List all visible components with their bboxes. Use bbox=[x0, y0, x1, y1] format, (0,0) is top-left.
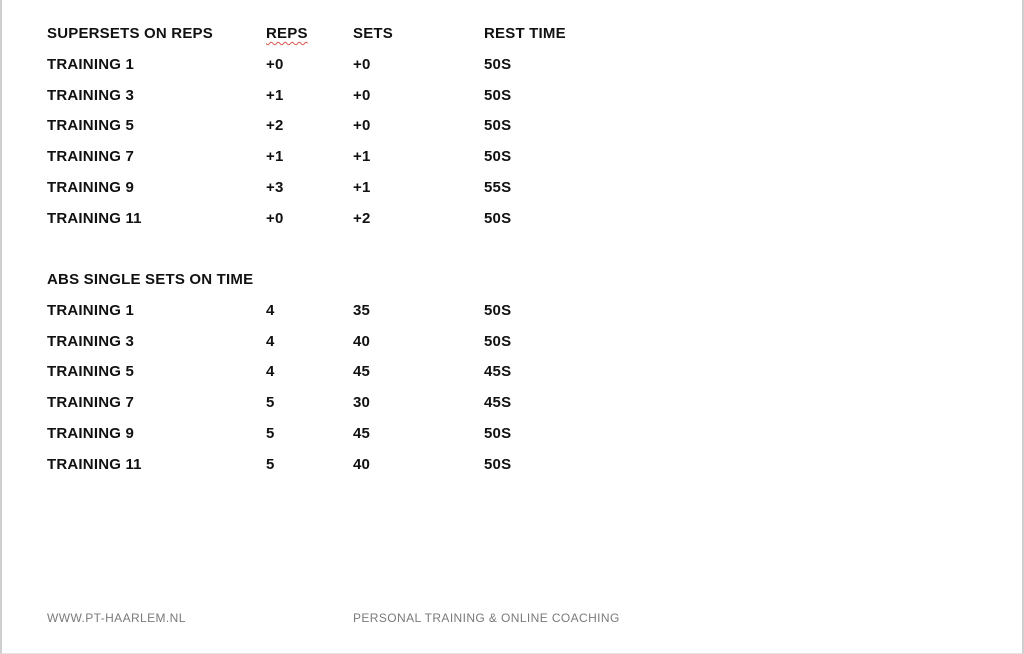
rest-time-value: 50S bbox=[484, 424, 512, 442]
rest-time-value: 45S bbox=[484, 394, 512, 412]
reps-value: +0 bbox=[266, 55, 284, 73]
sets-value: +0 bbox=[353, 55, 371, 73]
sets-value: 35 bbox=[353, 301, 371, 319]
rest-time-value: 45S bbox=[484, 363, 512, 381]
reps-value: 4 bbox=[266, 332, 275, 350]
training-label: TRAINING 9 bbox=[47, 178, 135, 196]
sets-value: +1 bbox=[353, 178, 371, 196]
reps-value: 5 bbox=[266, 455, 275, 473]
reps-value: +1 bbox=[266, 86, 284, 104]
training-label: TRAINING 3 bbox=[47, 86, 135, 104]
reps-value: +0 bbox=[266, 209, 284, 227]
rest-time-value: 50S bbox=[484, 86, 512, 104]
reps-value: 4 bbox=[266, 363, 275, 381]
sets-value: 30 bbox=[353, 394, 371, 412]
reps-value: 5 bbox=[266, 424, 275, 442]
reps-value: +3 bbox=[266, 178, 284, 196]
reps-value: +2 bbox=[266, 117, 284, 135]
training-label: TRAINING 1 bbox=[47, 301, 135, 319]
training-label: TRAINING 5 bbox=[47, 117, 135, 135]
supersets-title: SUPERSETS ON REPS bbox=[47, 25, 213, 42]
sets-header: SETS bbox=[353, 25, 393, 42]
training-label: TRAINING 7 bbox=[47, 394, 135, 412]
rest-time-value: 50S bbox=[484, 332, 512, 350]
rest-time-header: REST TIME bbox=[484, 25, 566, 42]
training-label: TRAINING 5 bbox=[47, 363, 135, 381]
footer-tagline: PERSONAL TRAINING & ONLINE COACHING bbox=[353, 611, 620, 625]
sets-value: +1 bbox=[353, 148, 371, 166]
sets-value: +0 bbox=[353, 86, 371, 104]
reps-header: REPS bbox=[266, 25, 308, 42]
reps-value: 4 bbox=[266, 301, 275, 319]
training-label: TRAINING 1 bbox=[47, 55, 135, 73]
training-label: TRAINING 3 bbox=[47, 332, 135, 350]
sets-value: +0 bbox=[353, 117, 371, 135]
training-label: TRAINING 11 bbox=[47, 209, 142, 227]
rest-time-value: 50S bbox=[484, 117, 512, 135]
rest-time-value: 55S bbox=[484, 178, 512, 196]
rest-time-value: 50S bbox=[484, 55, 512, 73]
sets-value: 45 bbox=[353, 424, 371, 442]
footer-website: WWW.PT-HAARLEM.NL bbox=[47, 611, 186, 625]
reps-value: 5 bbox=[266, 394, 275, 412]
sets-value: 45 bbox=[353, 363, 371, 381]
training-label: TRAINING 11 bbox=[47, 455, 142, 473]
sets-value: 40 bbox=[353, 455, 371, 473]
sets-value: +2 bbox=[353, 209, 371, 227]
sets-value: 40 bbox=[353, 332, 371, 350]
rest-time-value: 50S bbox=[484, 455, 512, 473]
reps-value: +1 bbox=[266, 148, 284, 166]
rest-time-value: 50S bbox=[484, 148, 512, 166]
training-label: TRAINING 9 bbox=[47, 424, 135, 442]
abs-title: ABS SINGLE SETS ON TIME bbox=[47, 271, 254, 288]
rest-time-value: 50S bbox=[484, 301, 512, 319]
rest-time-value: 50S bbox=[484, 209, 512, 227]
training-label: TRAINING 7 bbox=[47, 148, 135, 166]
